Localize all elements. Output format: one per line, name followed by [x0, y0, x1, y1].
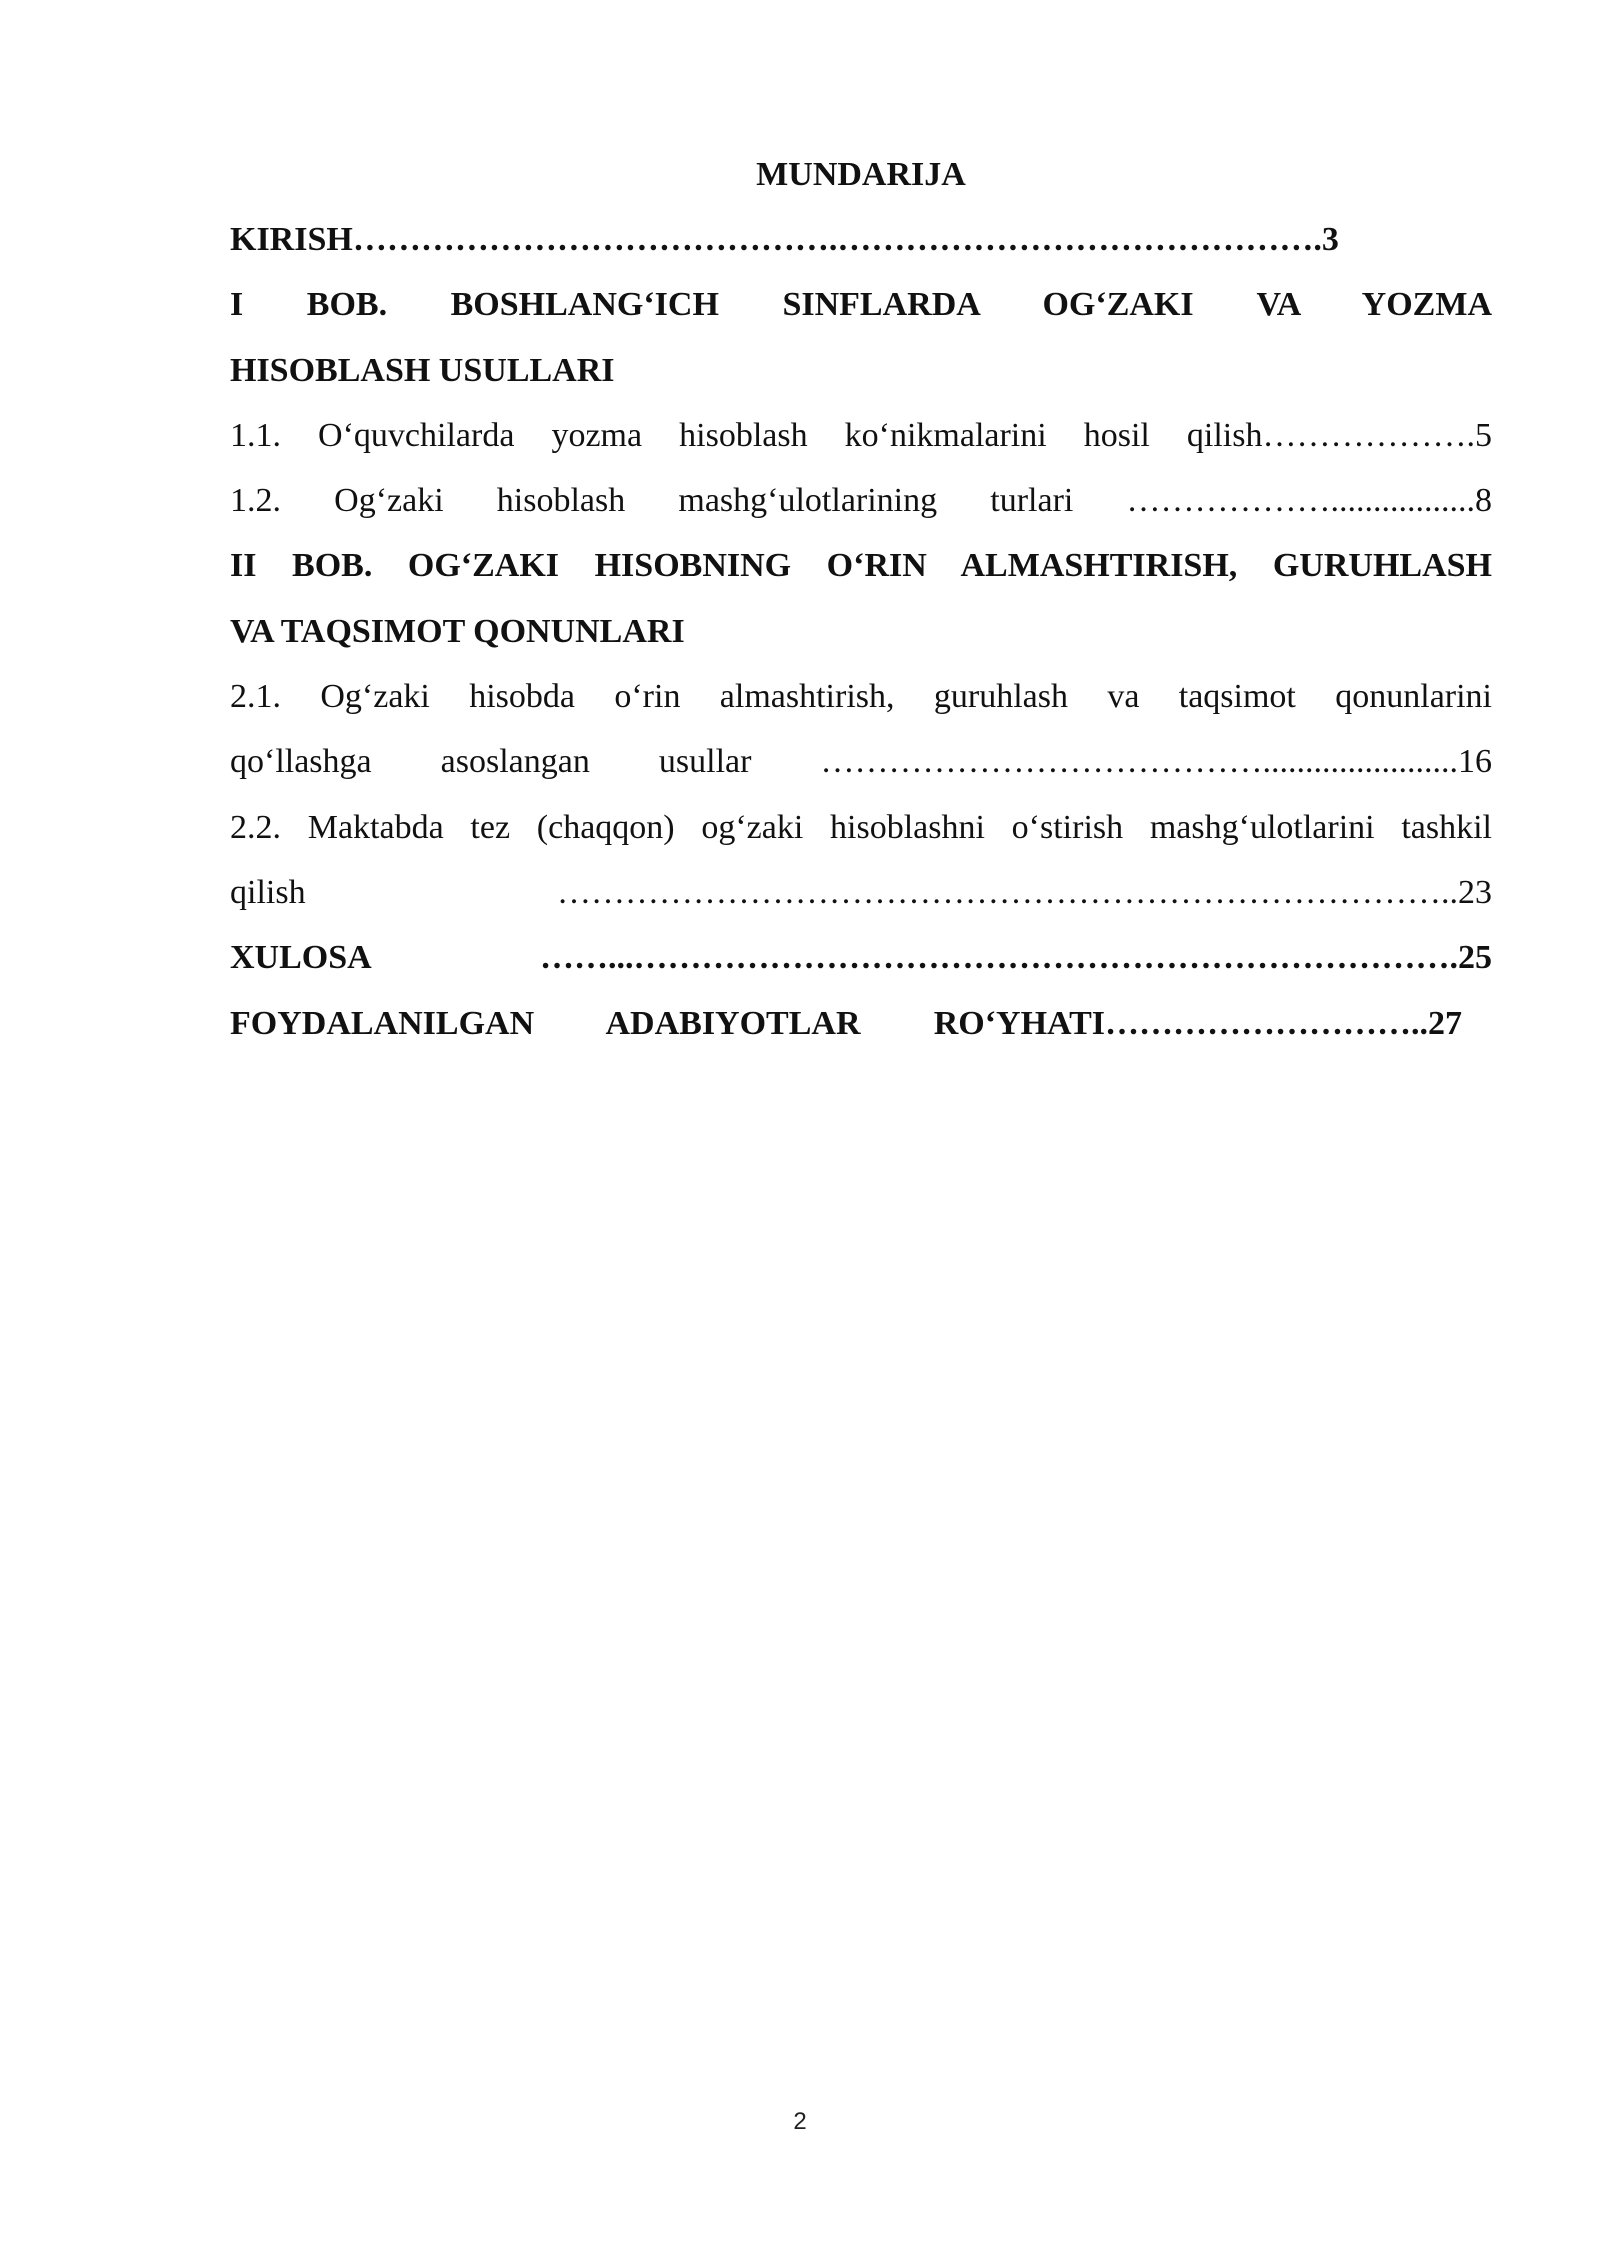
- toc-entry-2-2-cont: qilish ……………………………………………………………………..23: [230, 873, 1492, 911]
- toc-entry-1-2: 1.2. Og‘zaki hisoblash mashg‘ulotlarining turlari ……………….................8: [230, 482, 1492, 520]
- toc-entry-2-1-cont: qo‘llashga asoslangan usullar ………………………………….......................16: [230, 743, 1492, 781]
- toc-entry-kirish: KIRISH…………………………………….…………………………………….3: [230, 221, 1339, 258]
- toc-entry-2-2: 2.2. Maktabda tez (chaqqon) og‘zaki hisoblashni o‘stirish mashg‘ulotlarini tashkil: [230, 808, 1492, 846]
- toc-chapter-1-heading: I BOB. BOSHLANG‘ICH SINFLARDA OG‘ZAKI VA YOZMA: [230, 286, 1492, 324]
- toc-entry-xulosa: XULOSA ……...……………………………………………………………….25: [230, 939, 1492, 977]
- toc-entry-2-1: 2.1. Og‘zaki hisobda o‘rin almashtirish, guruhlash va taqsimot qonunlarini: [230, 678, 1492, 716]
- toc-chapter-1-heading-cont: HISOBLASH USULLARI: [230, 351, 615, 389]
- toc-entry-adabiyotlar: FOYDALANILGAN ADABIYOTLAR RO‘YHATI………………………..27: [230, 1004, 1462, 1042]
- table-of-contents: [230, 142, 1492, 1056]
- toc-chapter-2-heading: II BOB. OG‘ZAKI HISOBNING O‘RIN ALMASHTIRISH, GURUHLASH: [230, 547, 1492, 585]
- toc-entry-1-1: 1.1. O‘quvchilarda yozma hisoblash ko‘nikmalarini hosil qilish……………….5: [230, 416, 1492, 454]
- toc-chapter-2-heading-cont: VA TAQSIMOT QONUNLARI: [230, 612, 685, 650]
- toc-title: MUNDARIJA: [756, 156, 966, 193]
- page-number: 2: [793, 2108, 807, 2135]
